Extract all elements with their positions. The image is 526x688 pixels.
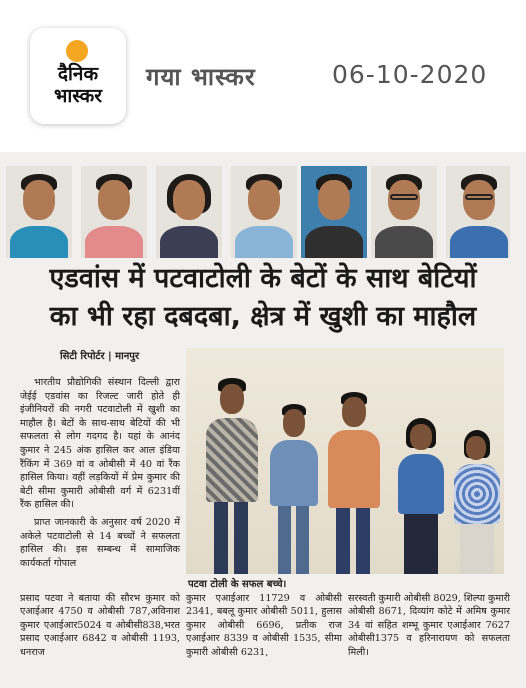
- article-column-1: [20, 376, 180, 574]
- article-column-bottom-2: कुमार एआईआर 11729 व ओबीसी 2341, बबलू कुमार ओबीसी 5011, हुलास कुमार ओबीसी 6696, प्रतीक राज एआईआर 8339 व ओबीसी 1535, सीमा कुमारी ओबीसी 6231,: [186, 593, 342, 658]
- portrait-row: [6, 166, 520, 258]
- article-column-bottom-3: सरस्वती कुमारी ओबीसी 8029, शिल्पा कुमारी ओबीसी 8671, दिव्यांग कोटे में अमिष कुमार 34 वां सहित शम्भू कुमार एआईआर 7627 ओबीसी1375 व हरिनारायण को सफलता मिली।: [348, 593, 510, 658]
- headline-line2: का भी रहा दबदबा, क्षेत्र में खुशी का माहौल: [49, 301, 477, 332]
- logo-text-line2: भास्कर: [53, 85, 103, 107]
- headline: [10, 260, 516, 336]
- student-portrait: [371, 166, 437, 258]
- group-photo: [186, 348, 504, 574]
- app-header: [0, 0, 526, 140]
- photo-caption: पटवा टोली के सफल बच्चे।: [188, 579, 287, 590]
- dainik-bhaskar-logo[interactable]: [30, 28, 126, 124]
- student-portrait: [81, 166, 147, 258]
- newspaper-clipping[interactable]: [0, 152, 526, 688]
- student-portrait: [301, 166, 367, 258]
- article-paragraph: भारतीय प्रौद्योगिकी संस्थान दिल्ली द्वारा जेईई एडवांस का रिजल्ट जारी होते ही इंजीनियरों की नगरी पटवाटोली में खुशी का माहौल है। बेटों के साथ-साथ बेटियों की भी सफलता से लोग गदगद है। यहां के आनंद कुमार ने 245 अंक हासिल कर आल इंडिया रैंकिंग में 369 वां व ओबीसी में 40 वां रैंक हासिल किया। वहीं लड़कियों में प्रेम कुमार की बेटी सीमा कुमारी ओबीसी वर्ग में 6231वीं रैंक हासिल की।: [20, 377, 180, 511]
- student-portrait: [156, 166, 222, 258]
- article-column-bottom-1: प्रसाद पटवा ने बताया की सौरभ कुमार को एआईआर 4750 व ओबीसी 787,अविनाश कुमार एआईआर5024 व ओबीसी838,भरत प्रसाद एआईआर 6842 व ओबीसी 1193, धनराज: [20, 593, 180, 658]
- article-paragraph: प्राप्त जानकारी के अनुसार वर्ष 2020 में अकेले पटवाटोली से 14 बच्चों ने सफलता हासिल की। इस सम्बन्ध में सामाजिक कार्यकर्ता गोपाल: [20, 516, 180, 569]
- edition-date: 06-10-2020: [332, 60, 488, 89]
- edition-title: गया भास्कर: [146, 63, 256, 91]
- sun-icon: [66, 40, 88, 62]
- student-portrait: [6, 166, 72, 258]
- student-portrait: [231, 166, 297, 258]
- byline: सिटी रिपोर्टर | मानपुर: [60, 351, 140, 362]
- logo-text-line1: दैनिक: [57, 63, 99, 85]
- student-portrait: [446, 166, 510, 258]
- headline-line1: एडवांस में पटवाटोली के बेटों के साथ बेटियों: [49, 263, 477, 294]
